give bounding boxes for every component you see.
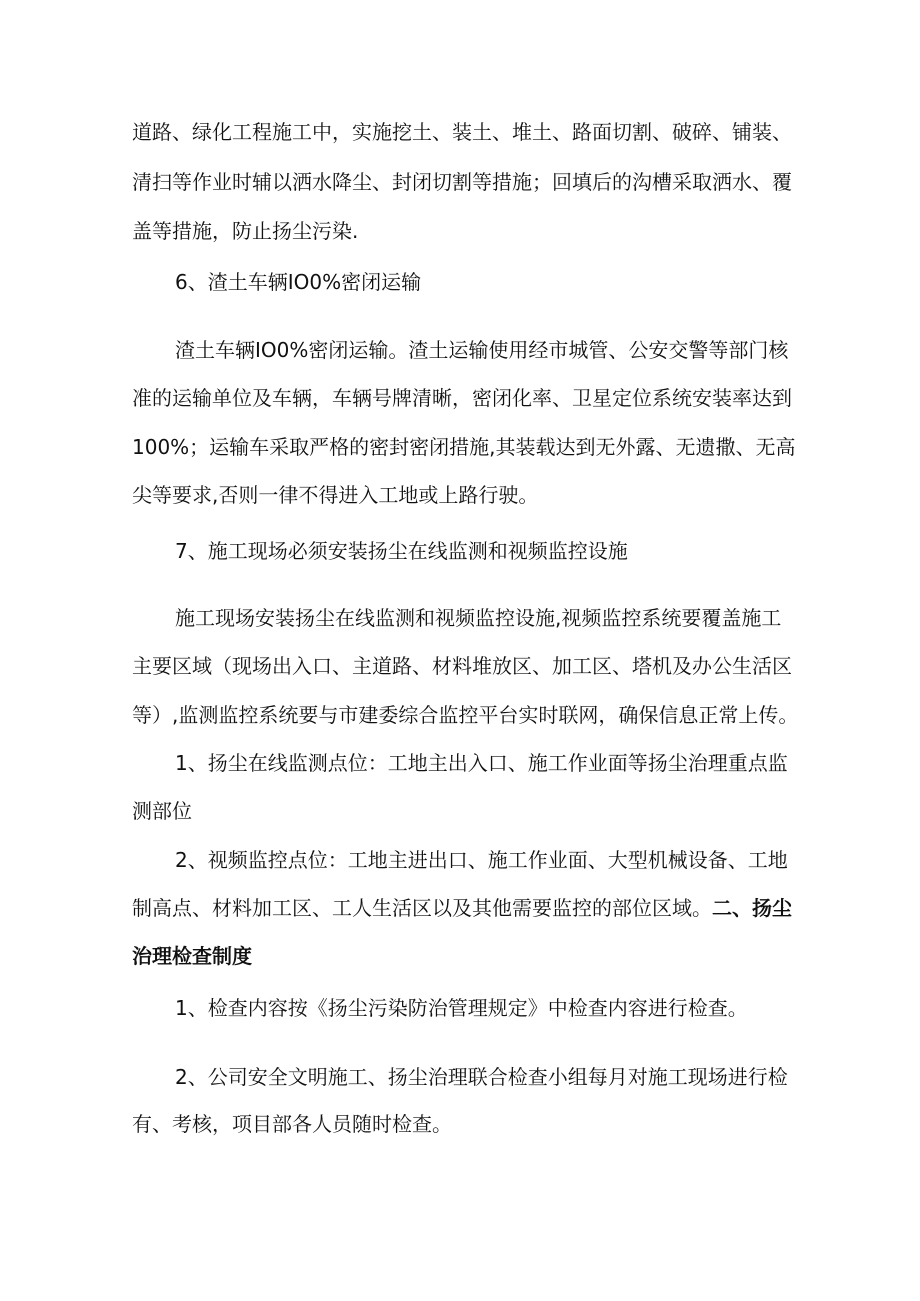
paragraph-line: 有、考核，项目部各人员随时检查。 [132,1112,452,1136]
paragraph-line: 1、扬尘在线监测点位：工地主出入口、施工作业面等扬尘治理重点监 [175,751,788,775]
paragraph-line: 渣土车辆IO0%密闭运输。渣土运输使用经市城管、公安交警等部门核 [175,338,789,362]
paragraph-line: 施工现场安装扬尘在线监测和视频监控设施,视频监控系统要覆盖施工 [175,606,782,630]
paragraph-text: 制高点、材料加工区、工人生活区以及其他需要监控的部位区域。 [132,896,712,920]
paragraph-line: 道路、绿化工程施工中，实施挖土、装土、堆土、路面切割、破碎、铺装、 [132,120,792,144]
item-heading-6: 6、渣土车辆IO0%密闭运输 [175,270,422,294]
paragraph-line: 100%；运输车采取严格的密封密闭措施,其装载达到无外露、无遗撒、无高 [132,435,796,459]
paragraph-line: 等）,监测监控系统要与市建委综合监控平台实时联网，确保信息正常上传。 [132,703,799,727]
paragraph-line [132,894,812,922]
section-title: 二、扬尘 [712,896,792,920]
paragraph-line: 2、公司安全文明施工、扬尘治理联合检查小组每月对施工现场进行检 [175,1065,788,1089]
paragraph-line: 1、检查内容按《扬尘污染防治管理规定》中检查内容进行检查。 [175,996,748,1020]
section-title-continued: 治理检查制度 [132,944,252,968]
paragraph-line: 2、视频监控点位：工地主进出口、施工作业面、大型机械设备、工地 [175,848,788,872]
paragraph-line: 清扫等作业时辅以洒水降尘、封闭切割等措施；回填后的沟槽采取洒水、覆 [132,170,792,194]
paragraph-line: 主要区域（现场出入口、主道路、材料堆放区、加工区、塔机及办公生活区 [132,654,792,678]
paragraph-line: 测部位 [132,799,192,823]
paragraph-line: 尖等要求,否则一律不得进入工地或上路行驶。 [132,483,539,507]
item-heading-7: 7、施工现场必须安装扬尘在线监测和视频监控设施 [175,539,628,563]
paragraph-line: 准的运输单位及车辆，车辆号牌清晰，密闭化率、卫星定位系统安装率达到 [132,386,792,410]
paragraph-line: 盖等措施，防止扬尘污染. [132,219,359,243]
